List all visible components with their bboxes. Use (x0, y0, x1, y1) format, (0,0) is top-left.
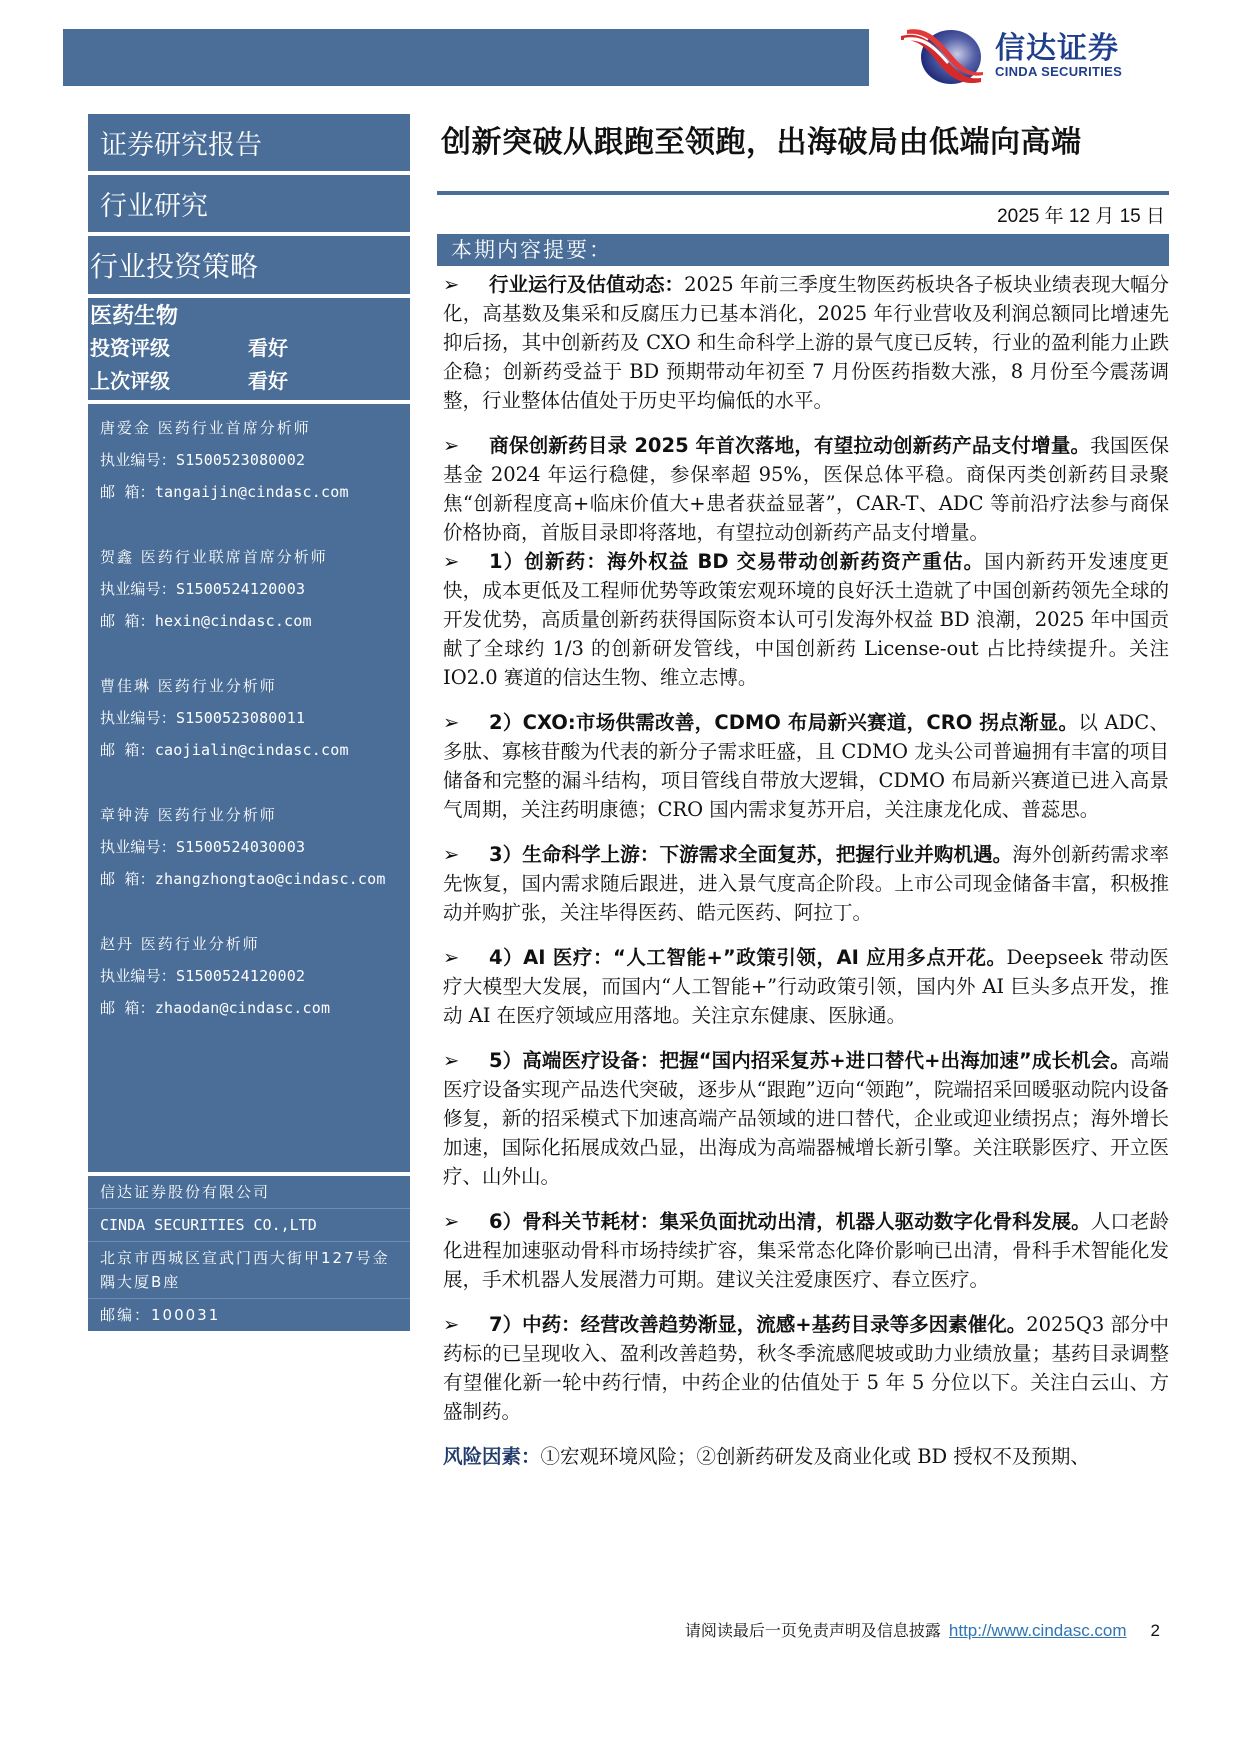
paragraph-heading: 行业运行及估值动态： (489, 273, 685, 296)
summary-body (437, 266, 1169, 1471)
analyst-license: 执业编号：S1500524120002 (100, 967, 306, 985)
summary-paragraph (443, 708, 1169, 824)
report-date: 2025 年 12 月 15 日 (997, 206, 1165, 227)
analyst-name-title: 曹佳琳 医药行业分析师 (100, 677, 277, 695)
prev-rating-label: 上次评级 (90, 369, 170, 393)
company-address: 北京市西城区宣武门西大街甲127号金隅大厦B座 (88, 1241, 410, 1298)
analyst-name-title: 贺鑫 医药行业联席首席分析师 (100, 548, 328, 566)
summary-paragraph (443, 1207, 1169, 1294)
paragraph-text: 以 ADC、多肽、寡核苷酸为代表的新分子需求旺盛，且 CDMO 龙头公司普遍拥有丰富的项目储备和完整的漏斗结构，项目管线自带放大逻辑，CDMO 布局新兴赛道已进入高景气周期，关注药明康德；CRO 国内需求复苏开启，关注康龙化成、普蕊思。 (443, 711, 1169, 821)
analyst-card (100, 412, 398, 508)
sector-name: 医药生物 (90, 304, 179, 329)
bullet-arrow-icon: ➢ (443, 1210, 460, 1233)
analyst-license: 执业编号：S1500524120003 (100, 580, 306, 598)
analyst-email[interactable]: 邮 箱：zhaodan@cindasc.com (100, 999, 331, 1017)
cinda-logo (893, 26, 1193, 86)
report-category (88, 175, 410, 232)
paragraph-heading: 7）中药：经营改善趋势渐显，流感+基药目录等多因素催化。 (489, 1313, 1027, 1336)
report-subcategory (88, 236, 410, 294)
sidebar (88, 114, 410, 1335)
paragraph-heading: 1）创新药：海外权益 BD 交易带动创新药资产重估。 (489, 550, 985, 573)
main-content (437, 114, 1169, 1471)
bullet-arrow-icon: ➢ (443, 273, 460, 296)
report-type-label: 证券研究报告 (100, 130, 262, 161)
analyst-email[interactable]: 邮 箱：hexin@cindasc.com (100, 612, 312, 630)
bullet-arrow-icon: ➢ (443, 1049, 460, 1072)
company-name-cn: 信达证券股份有限公司 (100, 1183, 271, 1201)
prev-rating-row (90, 365, 408, 398)
bullet-arrow-icon: ➢ (443, 843, 460, 866)
paragraph-heading: 2）CXO:市场供需改善，CDMO 布局新兴赛道，CRO 拐点渐显。 (489, 711, 1079, 734)
summary-paragraph (443, 547, 1169, 692)
paragraph-text: Deepseek 带动医疗大模型大发展，而国内“人工智能+”行动政策引领，国内外 AI 巨头多点开发，推动 AI 在医疗领域应用落地。关注京东健康、医脉通。 (443, 946, 1169, 1027)
analyst-name-title: 章钟涛 医药行业分析师 (100, 806, 277, 824)
paragraph-text: 人口老龄化进程加速驱动骨科市场持续扩容，集采常态化降价影响已出清，骨科手术智能化发展，手术机器人发展潜力可期。建议关注爱康医疗、春立医疗。 (443, 1210, 1169, 1291)
logo-name-en: CINDA SECURITIES (995, 64, 1123, 79)
summary-paragraph (443, 431, 1169, 547)
risk-label: 风险因素： (443, 1445, 541, 1468)
cinda-logo-icon (893, 26, 989, 86)
bullet-arrow-icon: ➢ (443, 946, 460, 969)
paragraph-text: 国内新药开发速度更快，成本更低及工程师优势等政策宏观环境的良好沃土造就了中国创新药领先全球的开发优势，高质量创新药获得国际资本认可引发海外权益 BD 浪潮，2025 年中国贡献了全球约 1/3 的创新研发管线，中国创新药 License-out 占比持续提升。关注 IO2.0 赛道的信达生物、维立志博。 (443, 550, 1169, 689)
analyst-email[interactable]: 邮 箱：zhangzhongtao@cindasc.com (100, 870, 386, 888)
analyst-card (100, 541, 398, 637)
report-type (88, 114, 410, 171)
paragraph-heading: 6）骨科关节耗材：集采负面扰动出清，机器人驱动数字化骨科发展。 (489, 1210, 1091, 1233)
analyst-card (100, 670, 398, 766)
bullet-arrow-icon: ➢ (443, 711, 460, 734)
rating-label: 投资评级 (90, 336, 170, 360)
company-info (88, 1176, 410, 1331)
analyst-license: 执业编号：S1500523080011 (100, 709, 306, 727)
report-subcategory-label: 行业投资策略 (90, 250, 259, 283)
prev-rating-value: 看好 (248, 369, 288, 393)
analyst-email[interactable]: 邮 箱：caojialin@cindasc.com (100, 741, 349, 759)
paragraph-heading: 3）生命科学上游：下游需求全面复苏，把握行业并购机遇。 (489, 843, 1013, 866)
header-banner (63, 29, 869, 86)
summary-paragraph (443, 840, 1169, 927)
risk-text: ①宏观环境风险；②创新药研发及商业化或 BD 授权不及预期、 (540, 1445, 1090, 1468)
analyst-license: 执业编号：S1500523080002 (100, 451, 306, 469)
paragraph-heading: 4）AI 医疗：“人工智能+”政策引领，AI 应用多点开花。 (489, 946, 1007, 969)
bullet-arrow-icon: ➢ (443, 434, 460, 457)
bullet-arrow-icon: ➢ (443, 550, 460, 573)
summary-paragraph (443, 943, 1169, 1030)
title-divider (437, 191, 1169, 195)
rating-box (88, 298, 410, 400)
analyst-license: 执业编号：S1500524030003 (100, 838, 306, 856)
summary-paragraph (443, 270, 1169, 415)
disclaimer-text: 请阅读最后一页免责声明及信息披露 (684, 1621, 941, 1640)
summary-heading: 本期内容提要： (437, 234, 1169, 266)
analyst-name-title: 赵丹 医药行业分析师 (100, 935, 260, 953)
rating-row (90, 332, 408, 365)
page-footer (600, 1618, 1160, 1641)
logo-name-cn: 信达证券 (995, 31, 1119, 66)
paragraph-text: 2025Q3 部分中药标的已呈现收入、盈利改善趋势，秋冬季流感爬坡或助力业绩放量；基药目录调整有望催化新一轮中药行情，中药企业的估值处于 5 年 5 分位以下。关注白云山、方盛制药。 (443, 1313, 1169, 1423)
page-number: 2 (1150, 1621, 1160, 1640)
paragraph-text: 高端医疗设备实现产品迭代突破，逐步从“跟跑”迈向“领跑”，院端招采回暖驱动院内设备修复，新的招采模式下加速高端产品领域的进口替代，企业或迎业绩拐点；海外增长加速，国际化拓展成效凸显，出海成为高端器械增长新引擎。关注联影医疗、开立医疗、山外山。 (443, 1049, 1169, 1188)
rating-value: 看好 (248, 336, 288, 360)
report-category-label: 行业研究 (100, 191, 208, 222)
analyst-card (100, 799, 398, 895)
website-link[interactable]: http://www.cindasc.com (948, 1621, 1127, 1640)
analyst-list (88, 404, 410, 1172)
company-name-en: CINDA SECURITIES CO.,LTD (88, 1208, 410, 1241)
paragraph-heading: 5）高端医疗设备：把握“国内招采复苏+进口替代+出海加速”成长机会。 (489, 1049, 1130, 1072)
analyst-name-title: 唐爱金 医药行业首席分析师 (100, 419, 311, 437)
paragraph-heading: 商保创新药目录 2025 年首次落地，有望拉动创新药产品支付增量。 (489, 434, 1091, 457)
page-title: 创新突破从跟跑至领跑，出海破局由低端向高端 (441, 125, 1082, 160)
analyst-email[interactable]: 邮 箱：tangaijin@cindasc.com (100, 483, 349, 501)
summary-paragraph (443, 1310, 1169, 1426)
bullet-arrow-icon: ➢ (443, 1313, 460, 1336)
summary-paragraph (443, 1046, 1169, 1191)
paragraph-text: 我国医保基金 2024 年运行稳健，参保率超 95%，医保总体平稳。商保丙类创新药目录聚焦“创新程度高+临床价值大+患者获益显著”，CAR-T、ADC 等前沿疗法参与商保价格协商，首版目录即将落地，有望拉动创新药产品支付增量。 (443, 434, 1169, 544)
paragraph-text: 海外创新药需求率先恢复，国内需求随后跟进，进入景气度高企阶段。上市公司现金储备丰富，积极推动并购扩张，关注毕得医药、皓元医药、阿拉丁。 (443, 843, 1169, 924)
risk-factors (443, 1442, 1169, 1471)
paragraph-text: 2025 年前三季度生物医药板块各子板块业绩表现大幅分化，高基数及集采和反腐压力已基本消化，2025 年行业营收及利润总额同比增速先抑后扬，其中创新药及 CXO 和生命科学上游的景气度已反转，行业的盈利能力止跌企稳；创新药受益于 BD 预期带动年初至 7 月份医药指数大涨，8 月份至今震荡调整，行业整体估值处于历史平均偏低的水平。 (443, 273, 1169, 412)
analyst-card (100, 928, 398, 1024)
company-postcode: 邮编：100031 (88, 1298, 410, 1331)
